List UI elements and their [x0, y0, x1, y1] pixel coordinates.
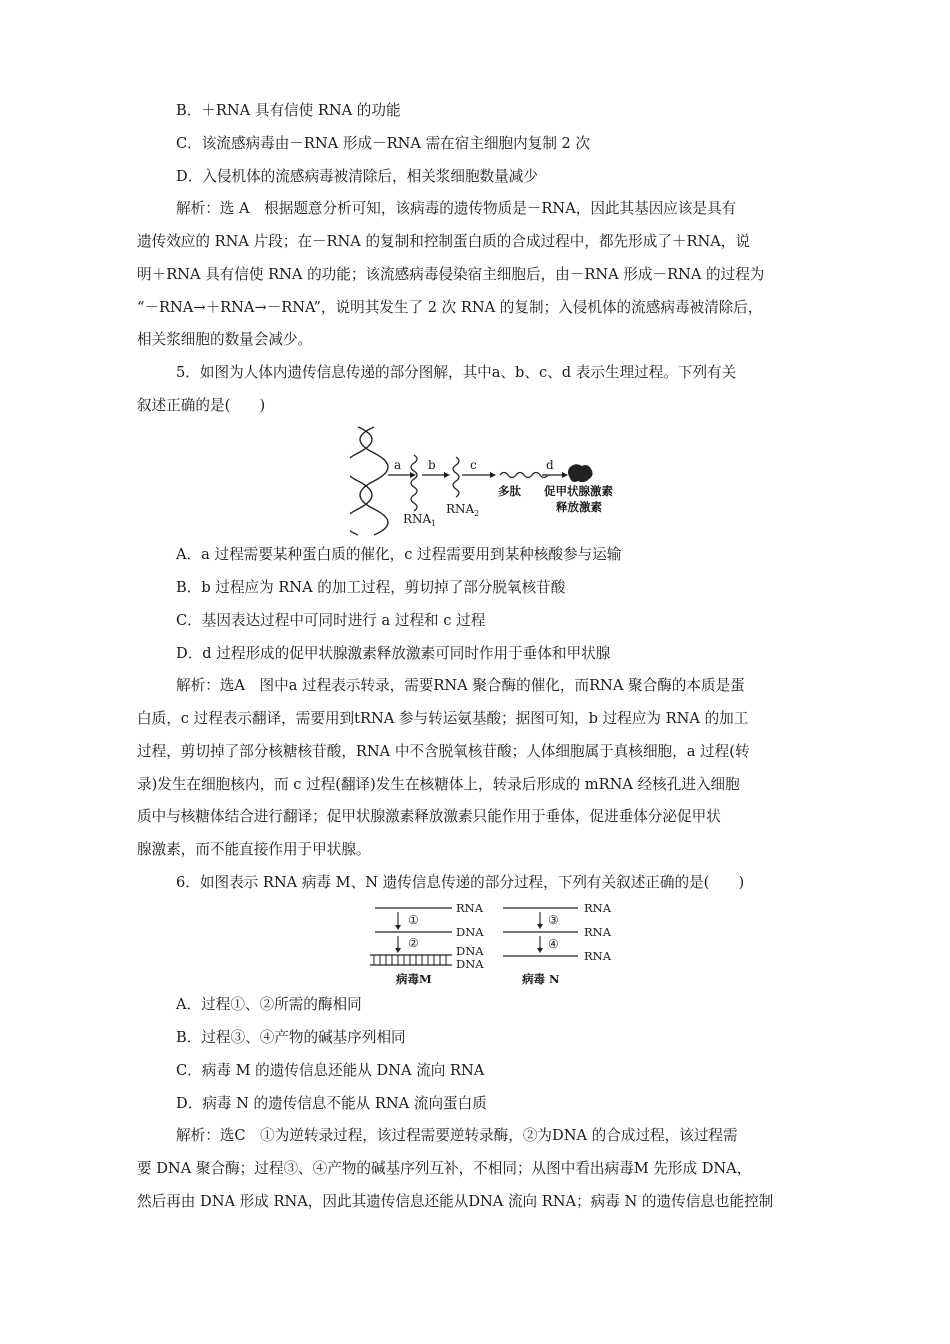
- virus-n-label: 病毒 N: [522, 972, 560, 985]
- arrow-a: [410, 472, 416, 478]
- q6-analysis-line: 要 DNA 聚合酶；过程③、④产物的碱基序列互补，不相同；从图中看出病毒M 先形成 DNA，: [137, 1160, 752, 1177]
- n-rna-label-1: RNA: [584, 901, 612, 915]
- hormone-blob: [568, 464, 593, 482]
- q5-option: C．基因表达过程中可同时进行 a 过程和 c 过程: [176, 612, 486, 629]
- q4-analysis-line: 相关浆细胞的数量会减少。: [137, 331, 313, 348]
- rna1-strand: [411, 455, 417, 511]
- arrow-b: [444, 472, 450, 478]
- rna1-label: RNA: [403, 512, 432, 526]
- q6-analysis-line: 然后再由 DNA 形成 RNA，因此其遗传信息还能从DNA 流向 RNA；病毒 N 的遗传信息也能控制: [137, 1193, 774, 1210]
- q5-stem-line: 5．如图为人体内遗传信息传递的部分图解，其中a、b、c、d 表示生理过程。下列有关: [176, 364, 737, 381]
- q6-analysis-line: 解析：选C ①为逆转录过程，该过程需要逆转录酶，②为DNA 的合成过程，该过程需: [176, 1127, 738, 1144]
- virus-replication-figure: [370, 897, 630, 985]
- m-dna-label: DNA: [456, 925, 484, 939]
- virus-m-label: 病毒M: [396, 972, 432, 985]
- q5-analysis-line: 解析：选A 图中a 过程表示转录，需要RNA 聚合酶的催化，而RNA 聚合酶的本质是蛋: [176, 677, 745, 694]
- q5-option: D．d 过程形成的促甲状腺激素释放激素可同时作用于垂体和甲状腺: [176, 645, 611, 662]
- label-a: a: [394, 458, 402, 472]
- rna1-subscript: 1: [431, 519, 437, 528]
- q5-stem-line: 叙述正确的是( ): [137, 397, 266, 414]
- q4-analysis-line: 明＋RNA 具有信使 RNA 的功能；该流感病毒侵染宿主细胞后，由－RNA 形成－RNA 的过程为: [137, 266, 765, 283]
- q5-analysis-line: 白质，c 过程表示翻译，需要用到tRNA 参与转运氨基酸；据图可知，b 过程应为 RNA 的加工: [137, 710, 749, 727]
- m-rna-label: RNA: [456, 901, 484, 915]
- label-d: d: [546, 458, 554, 472]
- q5-analysis-line: 过程，剪切掉了部分核糖核苷酸，RNA 中不含脱氧核苷酸；人体细胞属于真核细胞，a 过程(转: [137, 743, 750, 760]
- rna2-subscript: 2: [474, 509, 480, 518]
- n-rna-label-3: RNA: [584, 949, 612, 963]
- dna-ladder-rungs: [374, 955, 446, 965]
- step-3-label: ③: [548, 913, 559, 927]
- q4-option-c: C．该流感病毒由－RNA 形成－RNA 需在宿主细胞内复制 2 次: [176, 135, 591, 152]
- m-dna-label-3: DNA: [456, 957, 484, 971]
- q5-analysis-line: 录)发生在细胞核内，而 c 过程(翻译)发生在核糖体上，转录后形成的 mRNA 经核孔进入细胞: [137, 776, 740, 793]
- q6-option: B．过程③、④产物的碱基序列相同: [176, 1029, 406, 1046]
- step-4-label: ④: [548, 937, 559, 951]
- m-dna-label-2: DNA: [456, 944, 484, 958]
- arrow-c: [490, 472, 496, 478]
- q6-stem: 6．如图表示 RNA 病毒 M、N 遗传信息传递的部分过程，下列有关叙述正确的是( ): [176, 874, 745, 891]
- rna2-strand: [453, 457, 459, 497]
- q4-option-d: D．入侵机体的流感病毒被清除后，相关浆细胞数量减少: [176, 168, 538, 185]
- q4-analysis-line: 解析：选 A 根据题意分析可知，该病毒的遗传物质是－RNA，因此其基因应该是具有: [176, 200, 737, 217]
- arrow-d: [562, 472, 568, 478]
- step-2-label: ②: [408, 936, 419, 950]
- polypeptide-chain: [500, 473, 548, 478]
- dna-strand-2: [360, 427, 388, 535]
- polypeptide-label: 多肽: [498, 484, 521, 498]
- rna2-label: RNA: [446, 502, 475, 516]
- q6-option: D．病毒 N 的遗传信息不能从 RNA 流向蛋白质: [176, 1095, 487, 1112]
- q5-option: B．b 过程应为 RNA 的加工过程，剪切掉了部分脱氧核苷酸: [176, 579, 566, 596]
- q5-option: A．a 过程需要某种蛋白质的催化，c 过程需要用到某种核酸参与运输: [176, 546, 622, 563]
- n-rna-label-2: RNA: [584, 925, 612, 939]
- hormone-label-line2: 释放激素: [556, 500, 602, 514]
- gene-expression-figure: [350, 425, 650, 537]
- q5-analysis-line: 质中与核糖体结合进行翻译；促甲状腺激素释放激素只能作用于垂体，促进垂体分泌促甲状: [137, 808, 721, 825]
- q6-option: C．病毒 M 的遗传信息还能从 DNA 流向 RNA: [176, 1062, 485, 1079]
- label-c: c: [470, 458, 477, 472]
- q4-analysis-line: 遗传效应的 RNA 片段；在－RNA 的复制和控制蛋白质的合成过程中，都先形成了＋RNA，说: [137, 233, 750, 250]
- q4-analysis-line: “－RNA→＋RNA→－RNA”，说明其发生了 2 次 RNA 的复制；入侵机体的流感病毒被清除后，: [137, 299, 763, 316]
- hormone-label-line1: 促甲状腺激素: [544, 484, 613, 498]
- step-1-label: ①: [408, 913, 419, 927]
- q5-analysis-line: 腺激素，而不能直接作用于甲状腺。: [137, 841, 371, 858]
- label-b: b: [428, 458, 436, 472]
- q6-option: A．过程①、②所需的酶相同: [176, 996, 362, 1013]
- q4-option-b: B．＋RNA 具有信使 RNA 的功能: [176, 102, 401, 119]
